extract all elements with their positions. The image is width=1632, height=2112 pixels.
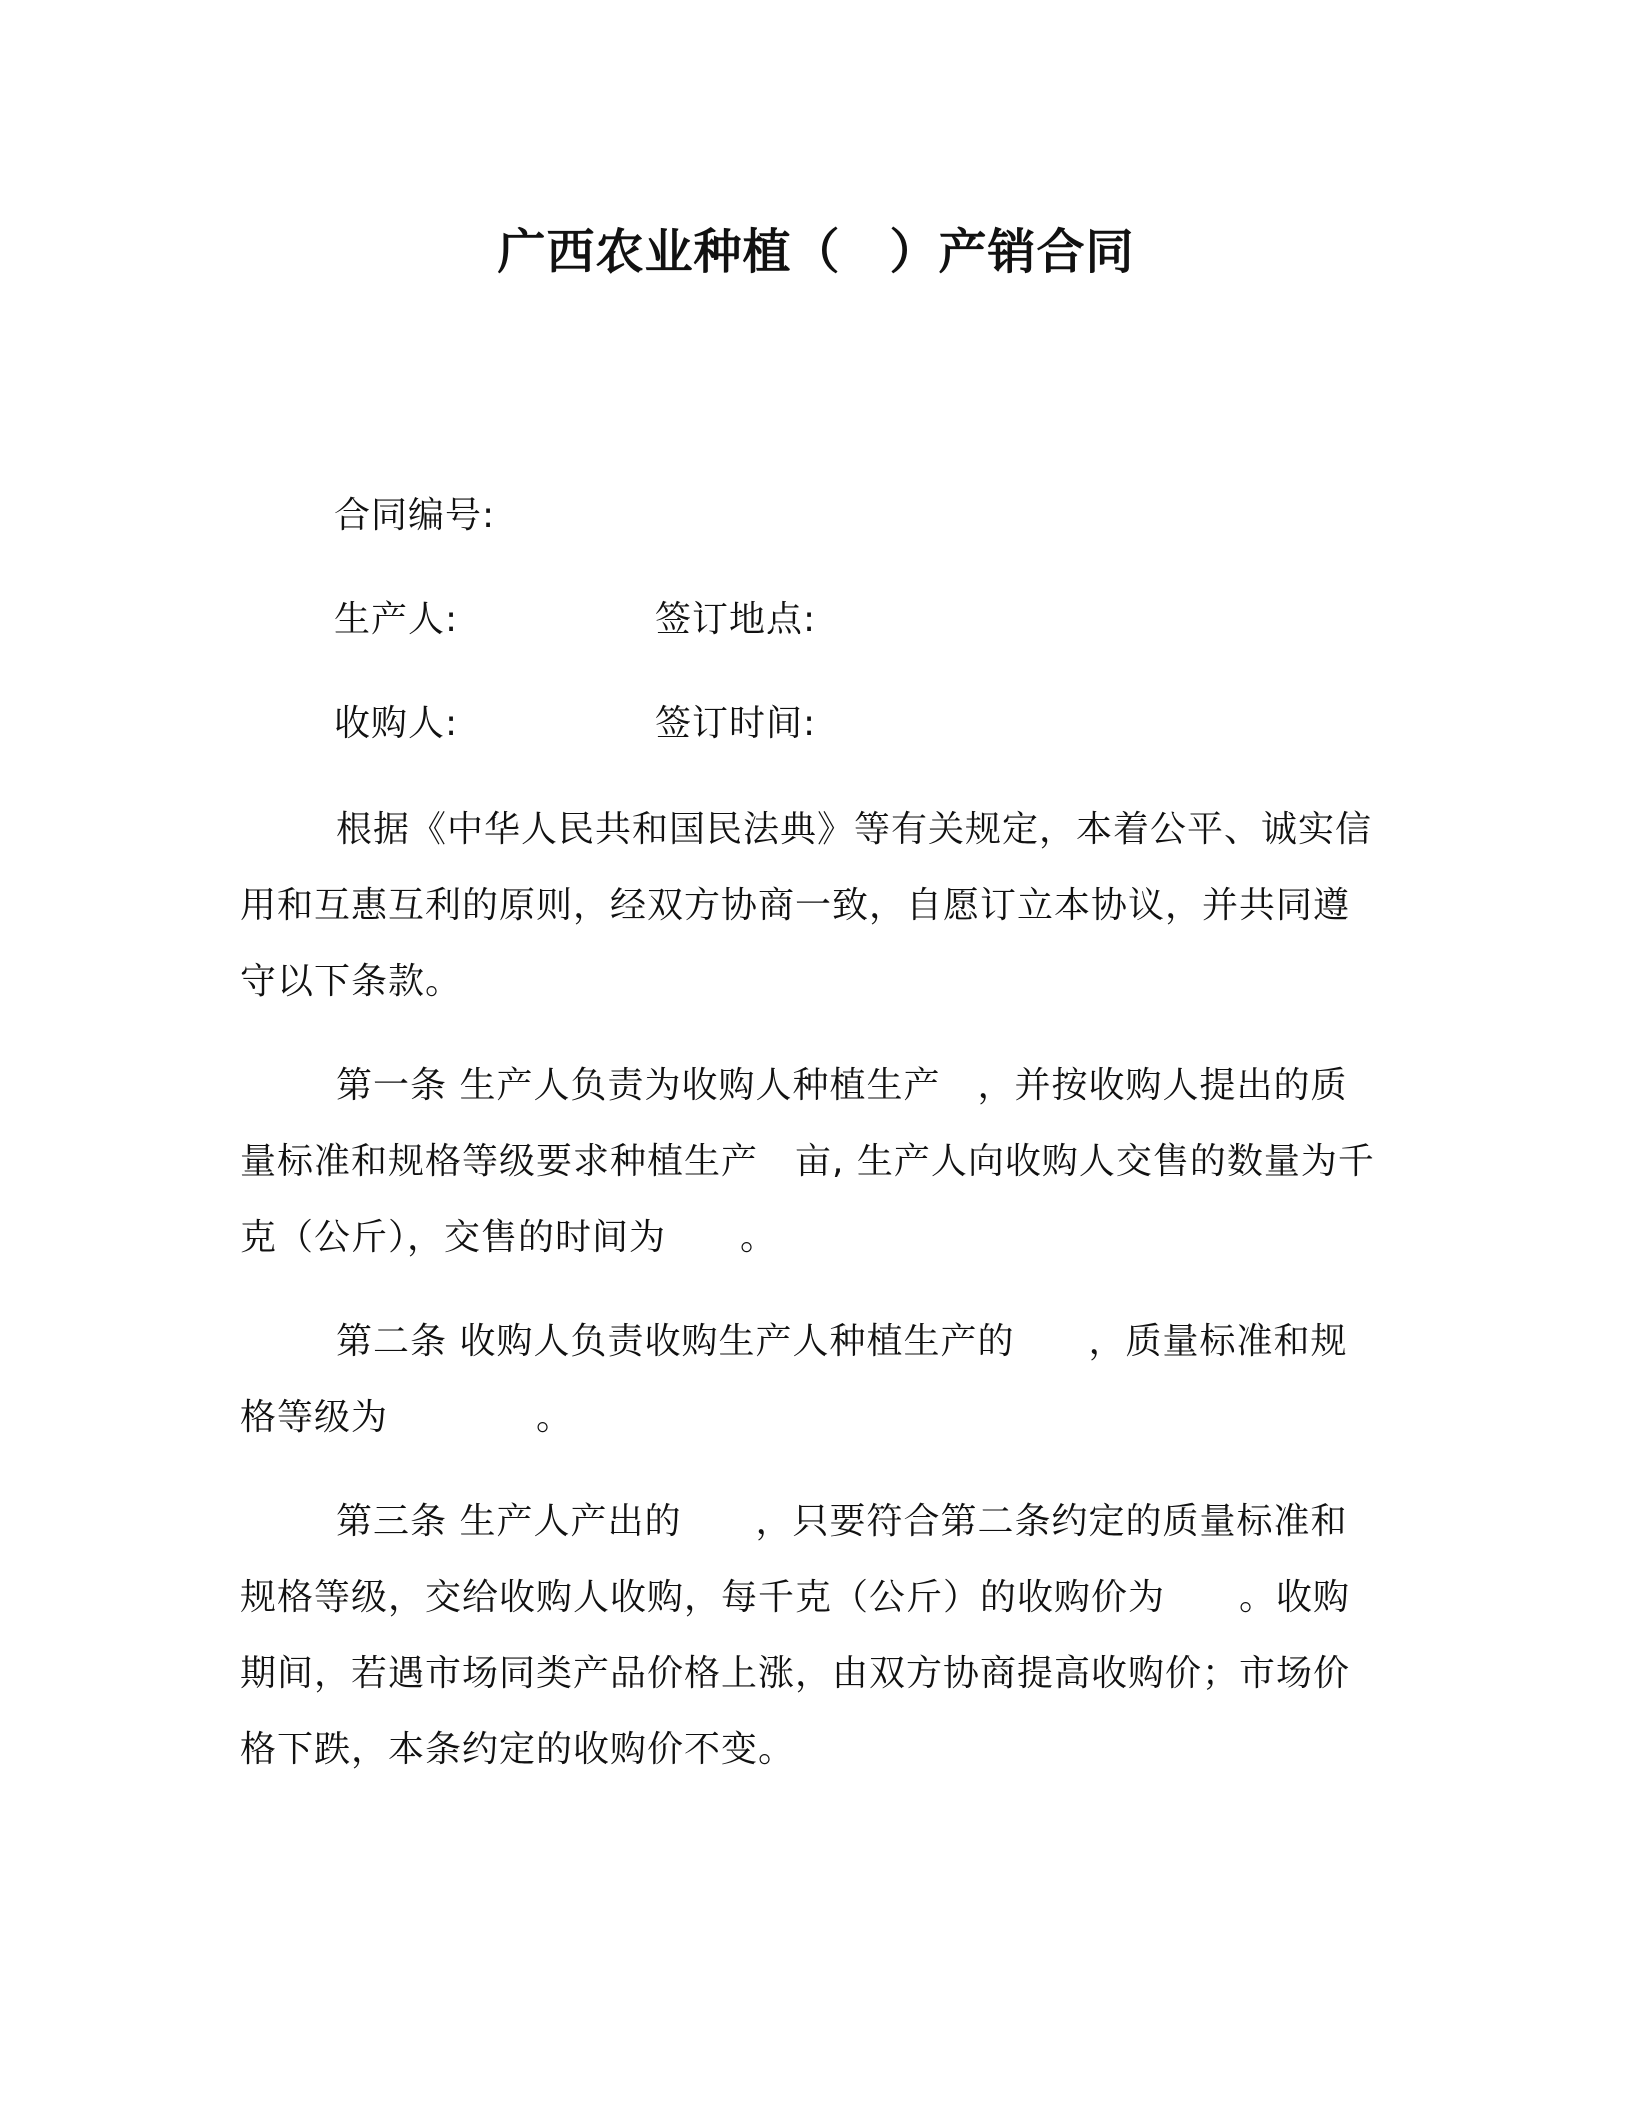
article-2-paragraph: 第二条 收购人负责收购生产人种植生产的 ，质量标准和规格等级为 。: [240, 1321, 1348, 1438]
document-title: 广西农业种植（ ）产销合同: [497, 224, 1135, 280]
article-1-block: [240, 1048, 1380, 1276]
preamble-block: [240, 792, 1380, 1020]
article-3-paragraph: 第三条 生产人产出的 ，只要符合第二条约定的质量标准和规格等级，交给收购人收购，每千克（公斤）的收购价为 。收购期间，若遇市场同类产品价格上涨，由双方协商提高收购价；市场价格下跌，本条约定的收购价不变。: [240, 1501, 1351, 1770]
article-3-block: [240, 1484, 1380, 1788]
article-1-paragraph: 第一条 生产人负责为收购人种植生产 ，并按收购人提出的质量标准和规格等级要求种植生产 亩, 生产人向收购人交售的数量为千克（公斤），交售的时间为 。: [240, 1065, 1375, 1258]
producer-label: 生产人:: [334, 599, 459, 640]
buyer-label: 收购人:: [334, 703, 459, 744]
preamble-paragraph: 根据《中华人民共和国民法典》等有关规定，本着公平、诚实信用和互惠互利的原则，经双方协商一致，自愿订立本协议，并共同遵守以下条款。: [240, 809, 1373, 1002]
article-2-block: [240, 1304, 1380, 1456]
signing-place-label: 签订地点:: [655, 599, 817, 640]
contract-number-label: 合同编号:: [334, 495, 496, 536]
signing-time-label: 签订时间:: [655, 703, 817, 744]
